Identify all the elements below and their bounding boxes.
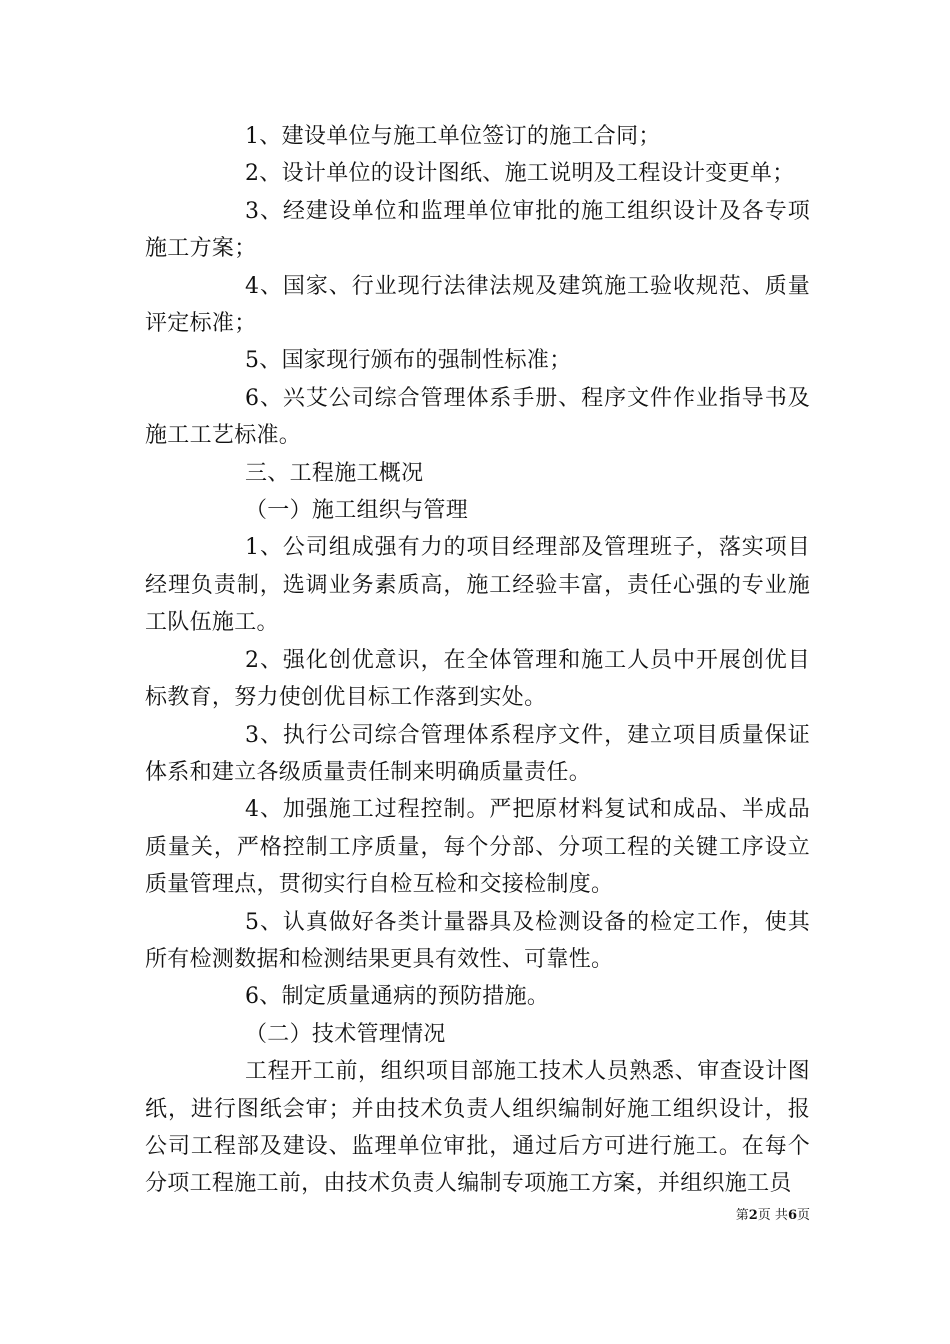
footer-middle: 页 共 — [757, 1208, 788, 1223]
paragraph-14: 6、制定质量通病的预防措施。 — [245, 984, 550, 1010]
footer-suffix: 页 — [796, 1208, 810, 1223]
paragraph-12: 4、加强施工过程控制。严把原材料复试和成品、半成品质量关，严格控制工序质量，每个分部、分项工程的关键工序设立质量管理点，贯彻实行自检互检和交接检制度。 — [145, 797, 810, 898]
document-body — [145, 118, 810, 1203]
paragraph-4: 4、国家、行业现行法律法规及建筑施工验收规范、质量评定标准； — [145, 273, 810, 337]
paragraph-13: 5、认真做好各类计量器具及检测设备的检定工作，使其所有检测数据和检测结果更具有效性、可靠性。 — [145, 909, 810, 972]
footer-current-page: 2 — [748, 1208, 758, 1223]
footer-prefix: 第 — [735, 1208, 749, 1223]
subsection-heading-2: （二）技术管理情况 — [245, 1021, 446, 1047]
paragraph-11: 3、执行公司综合管理体系程序文件，建立项目质量保证体系和建立各级质量责任制来明确质量责任。 — [145, 722, 810, 785]
subsection-heading-1: （一）施工组织与管理 — [245, 498, 469, 524]
footer-total-pages: 6 — [787, 1208, 797, 1223]
section-heading: 三、工程施工概况 — [245, 460, 424, 486]
page-footer — [700, 1204, 810, 1223]
paragraph-6: 6、兴艾公司综合管理体系手册、程序文件作业指导书及施工工艺标准。 — [145, 385, 810, 449]
paragraph-5: 5、国家现行颁布的强制性标准； — [245, 348, 572, 374]
paragraph-2: 2、设计单位的设计图纸、施工说明及工程设计变更单； — [245, 161, 795, 187]
paragraph-3: 3、经建设单位和监理单位审批的施工组织设计及各专项施工方案； — [145, 198, 810, 262]
paragraph-16: 工程开工前，组织项目部施工技术人员熟悉、审查设计图纸，进行图纸会审；并由技术负责人组织编制好施工组织设计，报公司工程部及建设、监理单位审批，通过后方可进行施工。在每个分项工程施工前，由技术负责人编制专项施工方案，并组织施工员 — [145, 1059, 810, 1197]
paragraph-9: 1、公司组成强有力的项目经理部及管理班子，落实项目经理负责制，选调业务素质高，施工经验丰富，责任心强的专业施工队伍施工。 — [145, 535, 810, 636]
paragraph-1: 1、建设单位与施工单位签订的施工合同； — [245, 124, 661, 149]
paragraph-10: 2、强化创优意识，在全体管理和施工人员中开展创优目标教育，努力使创优目标工作落到实处。 — [145, 647, 810, 711]
